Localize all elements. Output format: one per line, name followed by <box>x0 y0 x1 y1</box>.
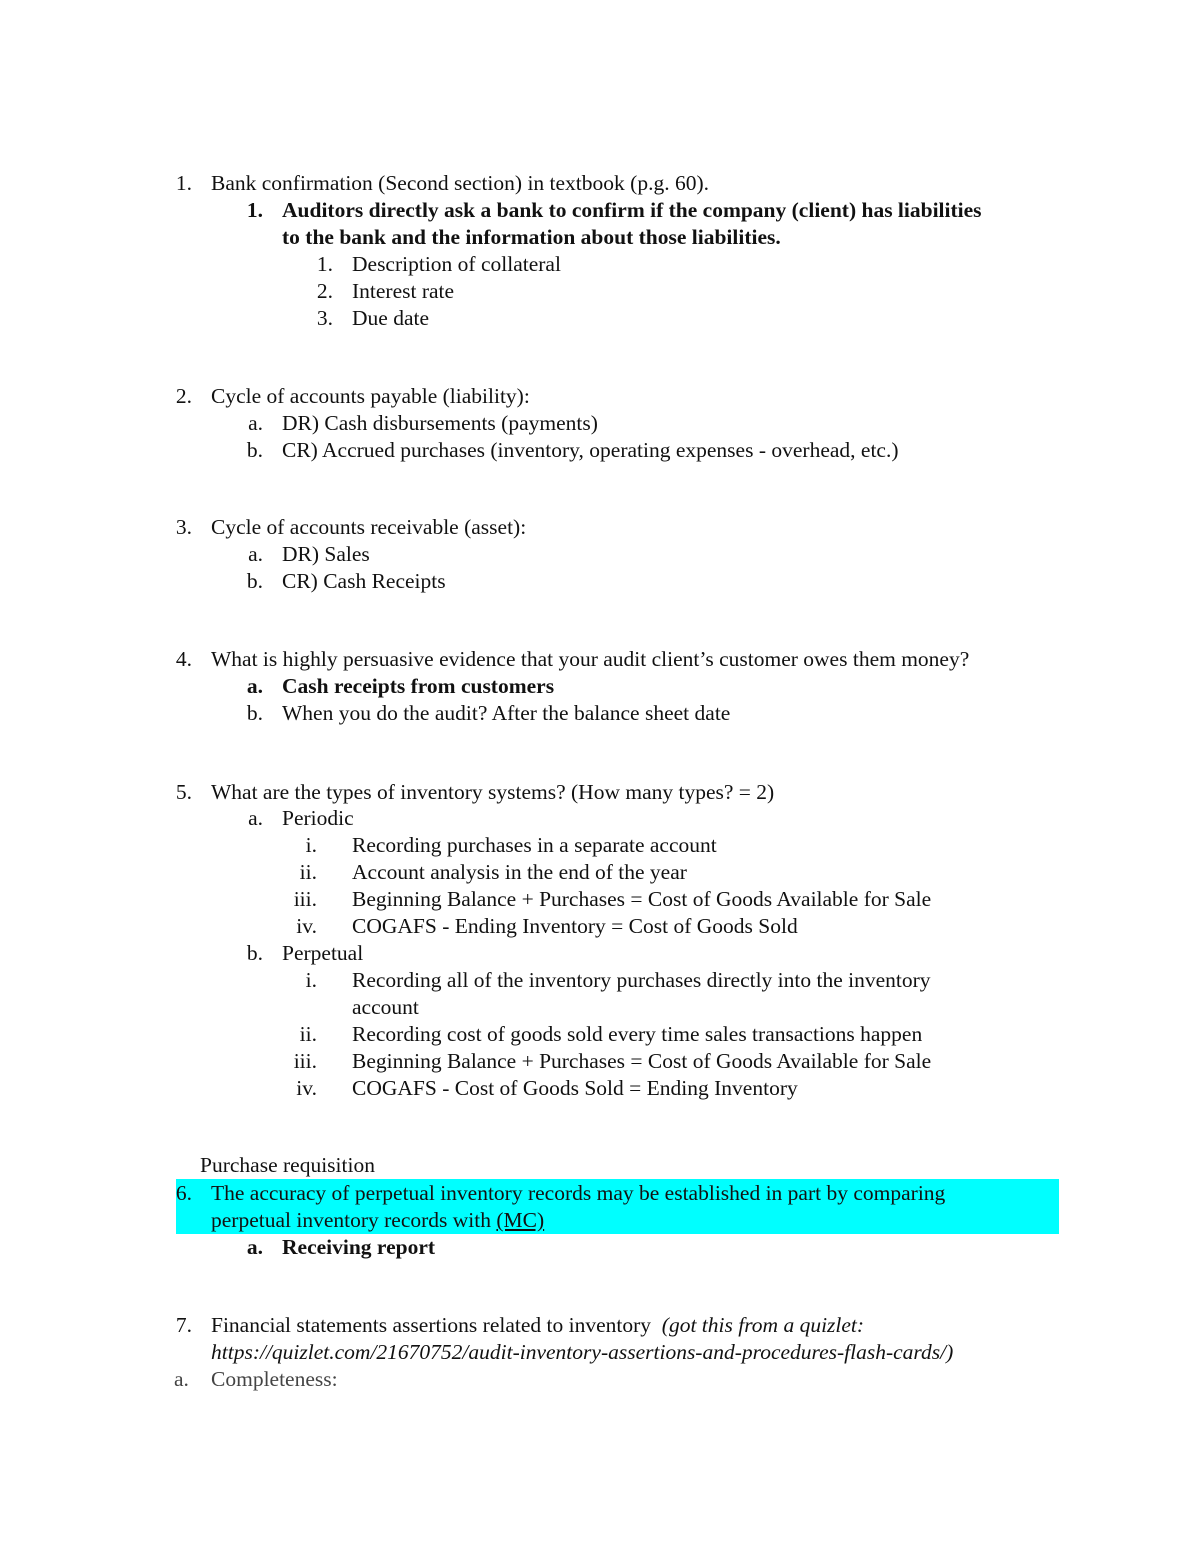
list-item-text: Beginning Balance + Purchases = Cost of Goods Available for Sale <box>352 887 932 911</box>
list-item-text: Recording all of the inventory purchases directly into the inventory <box>352 968 931 992</box>
list-item-text: Account analysis in the end of the year <box>352 860 687 884</box>
list-number: 7. <box>175 1313 192 1337</box>
list-item-text: to the bank and the information about those liabilities. <box>282 225 781 249</box>
list-item-text: CR) Cash Receipts <box>282 569 446 593</box>
list-letter: b. <box>246 569 263 593</box>
list-item-text: Beginning Balance + Purchases = Cost of Goods Available for Sale <box>352 1049 932 1073</box>
list-item-text: The accuracy of perpetual inventory records may be established in part by comparing <box>211 1181 946 1205</box>
list-item-text-part: perpetual inventory records with <box>211 1208 497 1232</box>
list-letter: a. <box>174 1367 189 1391</box>
list-item-text: Cycle of accounts payable (liability): <box>211 384 530 408</box>
list-number: 1. <box>246 198 263 222</box>
list-letter: a. <box>248 806 263 830</box>
list-item-text: What is highly persuasive evidence that your audit client’s customer owes them money? <box>211 647 970 671</box>
list-item-text: COGAFS - Ending Inventory = Cost of Goods Sold <box>352 914 798 938</box>
list-item-text <box>211 1207 544 1234</box>
source-note: (got this from a quizlet: <box>661 1313 865 1337</box>
list-roman: iii. <box>293 1049 317 1073</box>
list-number: 3. <box>175 515 192 539</box>
list-roman: i. <box>305 833 317 857</box>
source-url[interactable]: https://quizlet.com/21670752/audit-inventory-assertions-and-procedures-flash-cards/) <box>211 1340 954 1364</box>
list-item-text: Completeness: <box>211 1367 338 1391</box>
list-item-text: Periodic <box>282 806 354 830</box>
list-number: 4. <box>175 647 192 671</box>
list-item-text: CR) Accrued purchases (inventory, operating expenses - overhead, etc.) <box>282 438 899 462</box>
list-letter: b. <box>246 701 263 725</box>
list-item-text: Perpetual <box>282 941 364 965</box>
list-item-text: Description of collateral <box>352 252 561 276</box>
list-letter: b. <box>246 941 263 965</box>
heading-purchase-requisition: Purchase requisition <box>200 1153 375 1177</box>
list-item-text <box>211 1312 864 1339</box>
list-letter: b. <box>246 438 263 462</box>
list-letter: a. <box>246 674 263 698</box>
list-number: 2. <box>316 279 333 303</box>
list-number: 1. <box>175 171 192 195</box>
list-item-text: account <box>352 995 419 1019</box>
list-item-text: Receiving report <box>282 1235 436 1259</box>
list-roman: ii. <box>299 860 317 884</box>
list-number: 2. <box>175 384 192 408</box>
list-number: 3. <box>316 306 333 330</box>
mc-link[interactable]: (MC) <box>496 1208 545 1232</box>
list-item-text: Due date <box>352 306 430 330</box>
list-roman: iii. <box>293 887 317 911</box>
list-roman: iv. <box>296 1076 317 1100</box>
list-roman: i. <box>305 968 317 992</box>
list-number: 6. <box>175 1181 192 1205</box>
list-letter: a. <box>248 411 263 435</box>
list-letter: a. <box>248 542 263 566</box>
list-number: 5. <box>175 780 192 804</box>
list-item-text: What are the types of inventory systems? (How many types? = 2) <box>211 780 775 804</box>
list-roman: iv. <box>296 914 317 938</box>
list-item-text: DR) Sales <box>282 542 370 566</box>
list-item-text: Bank confirmation (Second section) in textbook (p.g. 60). <box>211 171 709 195</box>
list-item-text: COGAFS - Cost of Goods Sold = Ending Inventory <box>352 1076 798 1100</box>
list-item-text: Recording cost of goods sold every time sales transactions happen <box>352 1022 923 1046</box>
list-roman: ii. <box>299 1022 317 1046</box>
list-item-text: Cash receipts from customers <box>282 674 555 698</box>
list-item-text: Cycle of accounts receivable (asset): <box>211 515 527 539</box>
list-item-text: When you do the audit? After the balance sheet date <box>282 701 731 725</box>
list-item-text: DR) Cash disbursements (payments) <box>282 411 598 435</box>
list-item-text: Recording purchases in a separate account <box>352 833 717 857</box>
list-number: 1. <box>316 252 333 276</box>
list-item-text: Auditors directly ask a bank to confirm if the company (client) has liabilities <box>282 198 982 222</box>
list-item-text: Interest rate <box>352 279 455 303</box>
list-item-text-part: Financial statements assertions related to inventory <box>211 1313 652 1337</box>
list-letter: a. <box>246 1235 263 1259</box>
